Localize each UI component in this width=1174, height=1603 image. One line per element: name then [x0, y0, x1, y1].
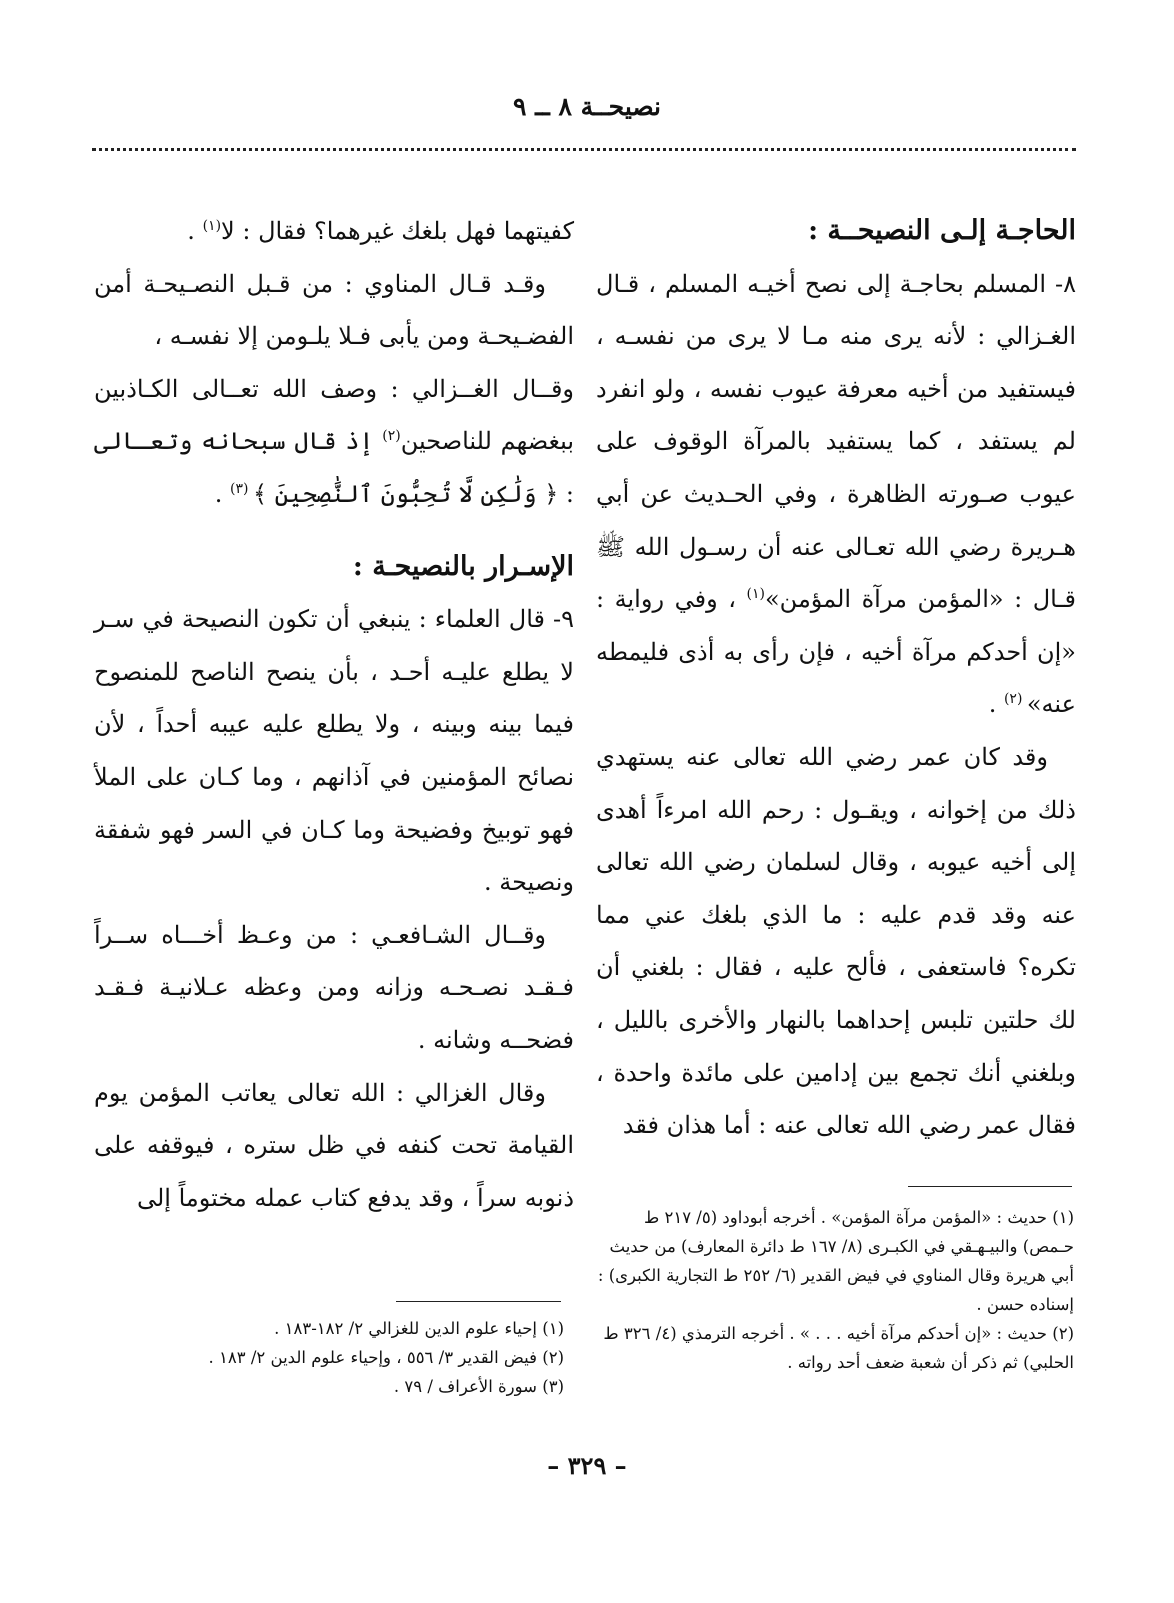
left-column [94, 205, 574, 1224]
paragraph-shafii: وقــال الشـافعـي : من وعـظ أخـــاه ســراً فـقـد نصـحـه وزانه ومن وعظه عـلانيـة فـقـد فضحــه وشانه . [94, 920, 574, 1054]
footnote-ref-2-left: (٢) [382, 428, 401, 445]
paragraph-continuation [94, 205, 574, 258]
paragraph-8 [596, 258, 1076, 731]
section-heading-secrecy: الإسـرار بالنصيحـة : [352, 550, 574, 582]
footnote-rule-left [396, 1301, 561, 1302]
page-number: – ٣٢٩ – [547, 1451, 627, 1480]
ghazali-liars-text: وقــال الغــزالي : وصف الله تعــالى الكـاذبين ببغضهم للناصحين [94, 374, 575, 456]
paragraph-8-text: ٨- المسلم بحاجـة إلى نصح أخيـه المسلم ، قـال الغـزالي : لأنه يرى منه مـا لا يرى من نفسـه ، فيستفيد من أخيه معرفة عيوب نفسه ، ولو انفرد لم يستفد ، كما يستفيد بالمرآة الوقوف على عيوب صـورته الظاهرة ، وفي الحـديث عن أبي هـريرة رضي الله تعـالى عنه أن رسـول الله ﷺ قـال : «المؤمن مرآة المؤمن» [596, 269, 1076, 614]
footnote-ref-1: (١) [746, 586, 765, 603]
running-header: نصيحــة ٨ ــ ٩ [512, 92, 661, 121]
dotted-separator [92, 148, 1076, 151]
right-column [596, 205, 1076, 1152]
section-heading-need-for-advice: الحاجـة إلـى النصيحــة : [808, 215, 1076, 246]
paragraph-umar: وقد كان عمر رضي الله تعالى عنه يستهدي ذلك من إخوانه ، ويقـول : رحم الله امرءاً أهدى إلى أخيه عيوبه ، وقال لسلمان رضي الله تعالى عنه وقد قدم عليه : ما الذي بلغك عني مما تكره؟ فاستعفى ، فألح عليه ، فقال : بلغني أن لك حلتين تلبس إحداهما بالنهار والأخرى بالليل ، وبلغني أنك تجمع بين إدامين على مائدة واحدة ، فقال عمر رضي الله تعالى عنه : أما هذان فقد [596, 742, 1076, 1140]
paragraph-ghazali-liars [94, 363, 574, 521]
paragraph-8-end: . [988, 690, 1004, 719]
footnote-right-2: (٢) حديث : «إن أحدكم مرآة أخيه . . . » . أخرجه الترمذي (٤/ ٣٢٦ ط الحلبي) ثم ذكر أن شعبة ضعف أحد رواته . [603, 1324, 1074, 1372]
footnote-ref-3-left: (٣) [230, 480, 253, 497]
footnotes-right [596, 1203, 1074, 1377]
paragraph-8-middle: ، وفي رواية : «إن أحدكم مرآة أخيه ، فإن رأى به أذى فليمطه عنه» [596, 585, 1076, 719]
footnote-left-3: (٣) سورة الأعراف / ٧٩ . [393, 1377, 564, 1396]
footnotes-left [94, 1314, 564, 1401]
footnote-rule-right [908, 1186, 1072, 1187]
quran-verse: إذ قال سبحانه وتعـالى : ﴿ وَلَٰكِن لَّا تُحِبُّونَ ٱلنَّٰصِحِينَ ﴾ [94, 427, 574, 508]
ghazali-liars-end: . [214, 479, 231, 508]
continuation-text: كفيتهما فهل بلغك غيرهما؟ فقال : لا [221, 217, 574, 245]
footnote-left-2: (٢) فيض القدير ٣/ ٥٥٦ ، وإحياء علوم الدين ٢/ ١٨٣ . [208, 1348, 564, 1367]
footnote-left-1: (١) إحياء علوم الدين للغزالي ٢/ ١٨٢-١٨٣ . [274, 1319, 564, 1338]
continuation-end: . [187, 217, 203, 245]
paragraph-9: ٩- قال العلماء : ينبغي أن تكون النصيحة في سـر لا يطلع عليـه أحـد ، بأن ينصح الناصح للمنصوح فيما بينه وبينه ، ولا يطلع عليه عيبه أحداً ، لأن نصائح المؤمنين في آذانهم ، وما كـان على الملأ فهو توبيخ وفضيحة وما كـان في السر فهو شفقة ونصيحة . [94, 605, 574, 897]
paragraph-ghazali-judgment: وقال الغزالي : الله تعالى يعاتب المؤمن يوم القيامة تحت كنفه في ظل ستره ، فيوقفه على ذنوبه سراً ، وقد يدفع كتاب عمله مختوماً إلى [94, 1078, 574, 1212]
footnote-right-1: (١) حديث : «المؤمن مرآة المؤمن» . أخرجه أبوداود (٥/ ٢١٧ ط حـمص) والبيـهـقي في الكبـرى (٨/ ١٦٧ ط دائرة المعارف) من حديث أبي هريرة وقال المناوي في فيض القدير (٦/ ٢٥٢ ط التجارية الكبرى) : إسناده حسن . [597, 1208, 1074, 1314]
footnote-ref-2: (٢) [1003, 691, 1027, 708]
paragraph-munawi: وقـد قـال المناوي : من قـبل النصـيحـة أمن الفضـيحـة ومن يأبى فـلا يلـومن إلا نفسـه ، [94, 269, 574, 351]
footnote-ref-1-left: (١) [202, 218, 222, 234]
